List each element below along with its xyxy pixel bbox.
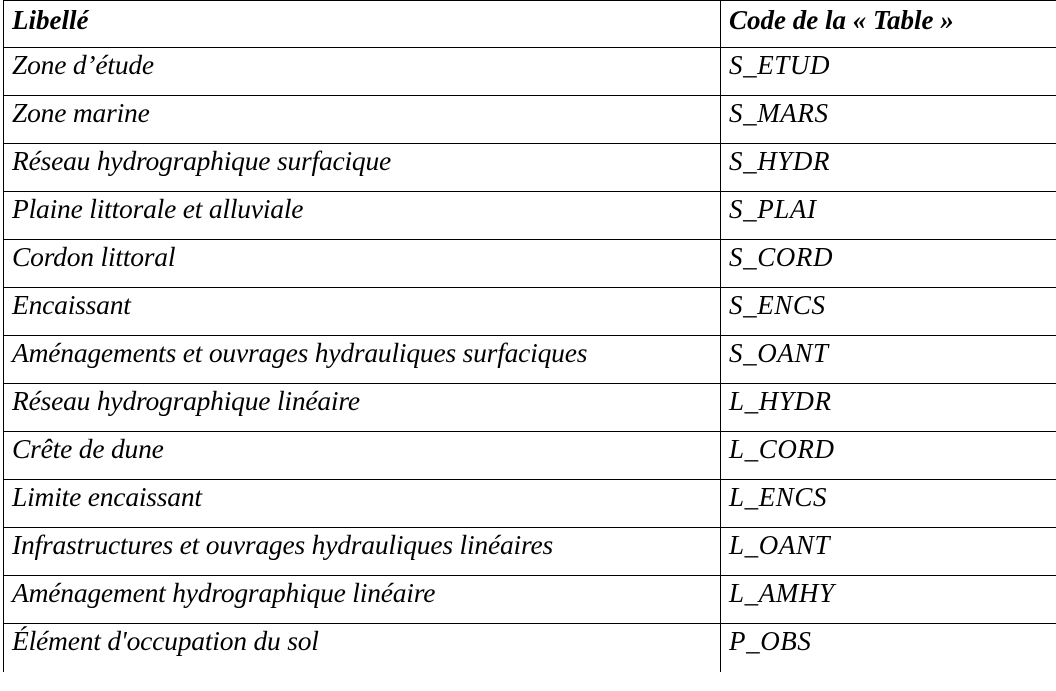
row-code: L_HYDR [721, 384, 1056, 432]
row-code: L_CORD [721, 432, 1056, 480]
row-label: Réseau hydrographique surfacique [4, 144, 721, 192]
header-code: Code de la « Table » [721, 1, 1056, 48]
row-label: Encaissant [4, 288, 721, 336]
row-label: Aménagements et ouvrages hydrauliques surfaciques [4, 336, 721, 384]
row-label: Infrastructures et ouvrages hydrauliques linéaires [4, 528, 721, 576]
row-label: Crête de dune [4, 432, 721, 480]
row-label: Limite encaissant [4, 480, 721, 528]
row-code: S_PLAI [721, 192, 1056, 240]
table-row [4, 576, 1056, 624]
row-label: Élément d'occupation du sol [4, 624, 721, 672]
table-row [4, 96, 1056, 144]
header-label: Libellé [4, 1, 721, 48]
table-row [4, 240, 1056, 288]
row-label: Plaine littorale et alluviale [4, 192, 721, 240]
table-row [4, 384, 1056, 432]
row-label: Zone marine [4, 96, 721, 144]
code-table [3, 0, 1056, 672]
row-code: S_CORD [721, 240, 1056, 288]
row-label: Cordon littoral [4, 240, 721, 288]
row-code: S_ETUD [721, 48, 1056, 96]
table-row [4, 192, 1056, 240]
table-row [4, 288, 1056, 336]
row-code: S_MARS [721, 96, 1056, 144]
table-row [4, 144, 1056, 192]
table-row [4, 432, 1056, 480]
row-label: Aménagement hydrographique linéaire [4, 576, 721, 624]
row-code: L_OANT [721, 528, 1056, 576]
row-label: Réseau hydrographique linéaire [4, 384, 721, 432]
row-label: Zone d’étude [4, 48, 721, 96]
row-code: S_OANT [721, 336, 1056, 384]
table-header-row [4, 1, 1056, 48]
table-row [4, 480, 1056, 528]
table-row [4, 48, 1056, 96]
row-code: L_ENCS [721, 480, 1056, 528]
row-code: L_AMHY [721, 576, 1056, 624]
row-code: S_ENCS [721, 288, 1056, 336]
table-row [4, 624, 1056, 672]
row-code: S_HYDR [721, 144, 1056, 192]
table-row [4, 528, 1056, 576]
row-code: P_OBS [721, 624, 1056, 672]
table-row [4, 336, 1056, 384]
